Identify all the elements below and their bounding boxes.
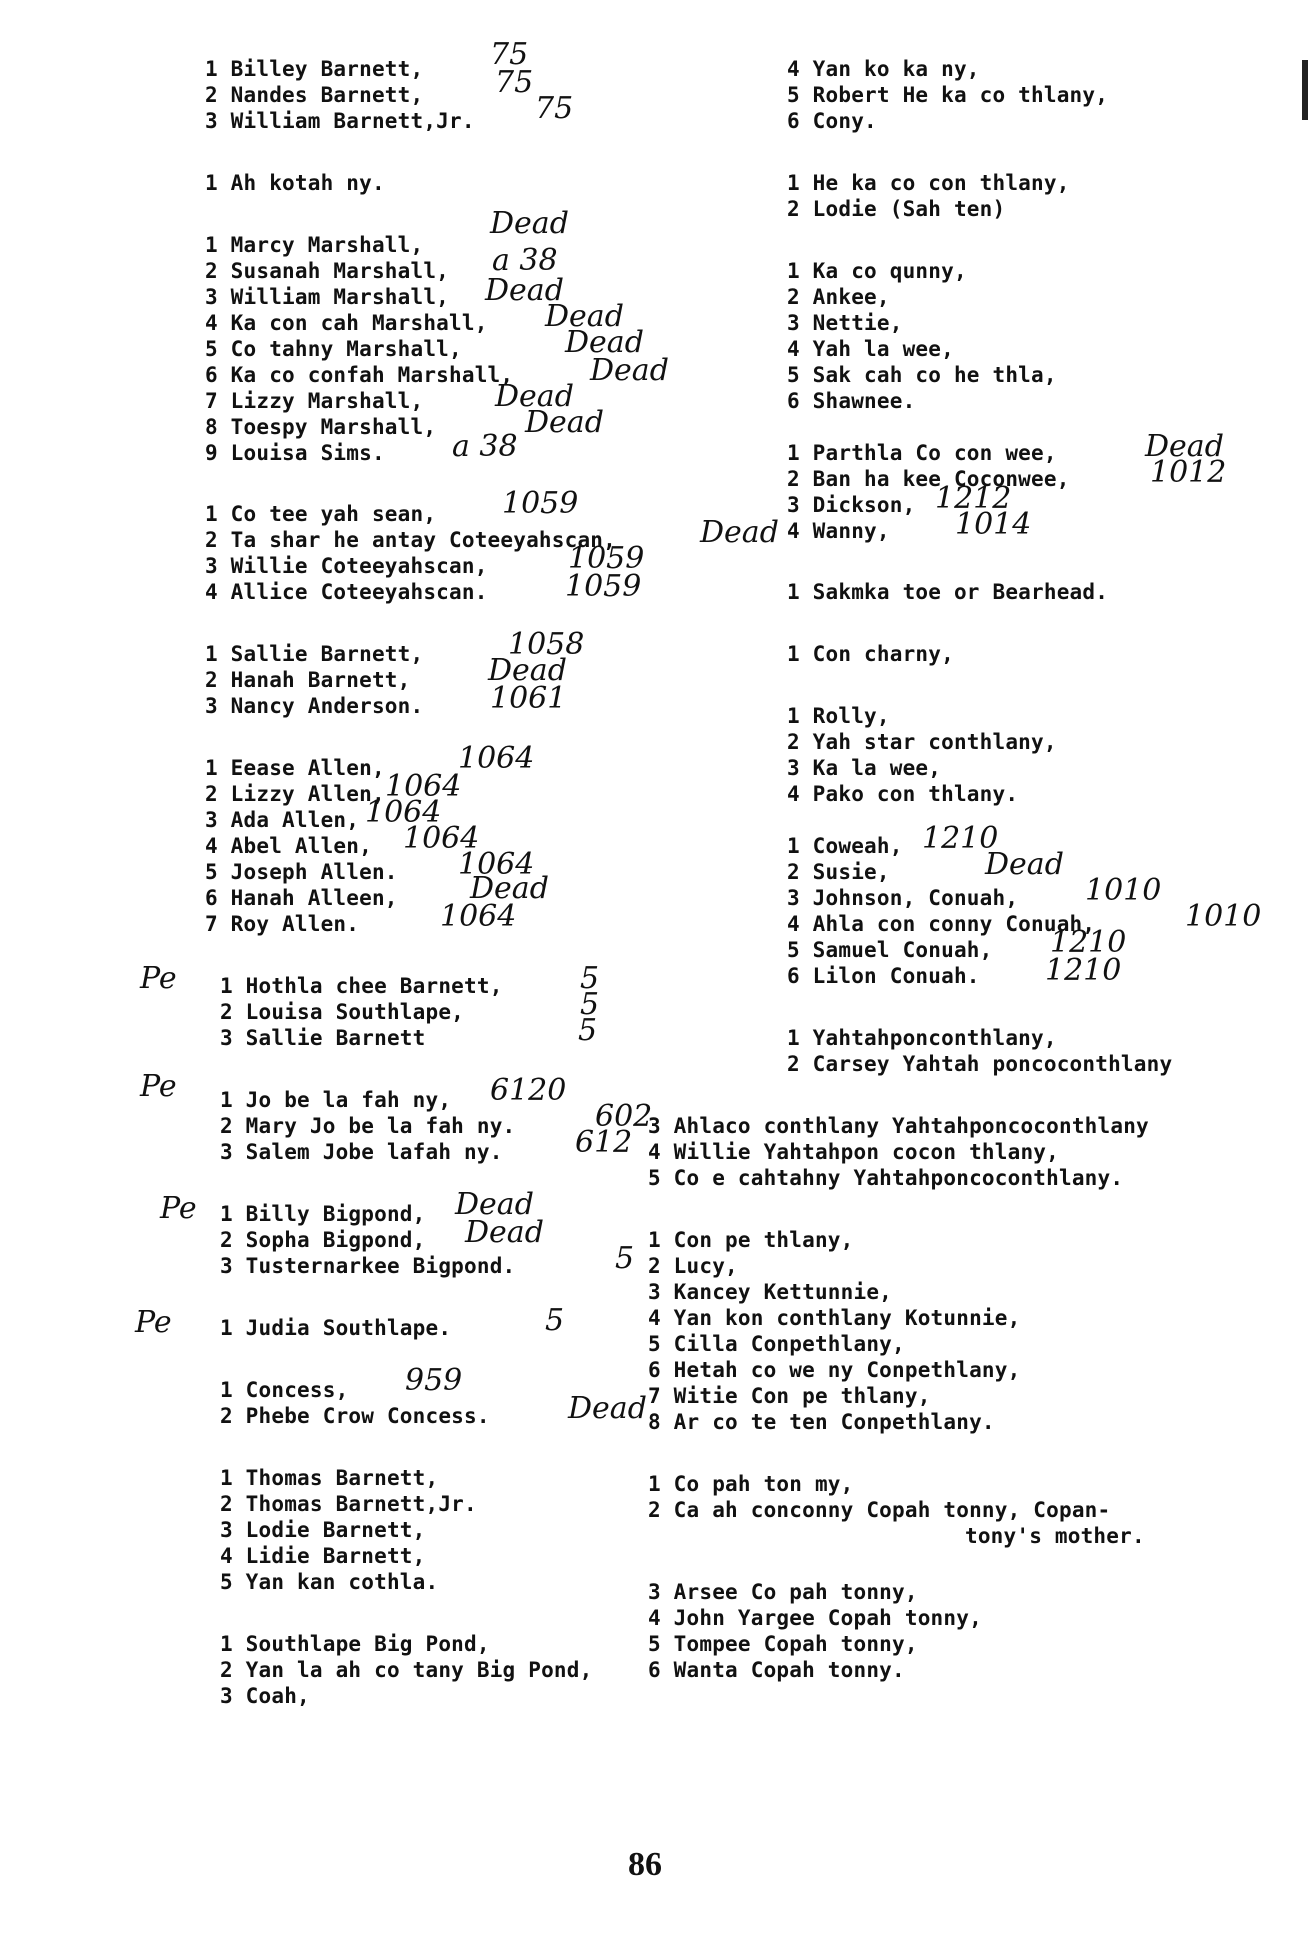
- handwritten-note: 1061: [490, 681, 567, 716]
- left-entry-line: 1 Hothla chee Barnett,: [220, 974, 503, 998]
- left-entry-line: 7 Roy Allen.: [205, 912, 360, 936]
- left-entry-line: 3 Willie Coteeyahscan,: [205, 554, 488, 578]
- left-entry-line: 1 Eease Allen,: [205, 756, 385, 780]
- handwritten-note: Dead: [700, 515, 779, 550]
- right-entry-line: 2 Lucy,: [648, 1254, 738, 1278]
- handwritten-note: 75: [495, 65, 534, 100]
- handwritten-note: 1059: [502, 486, 579, 521]
- right-entry-line: tony's mother.: [965, 1524, 1145, 1548]
- left-entry-line: 2 Louisa Southlape,: [220, 1000, 465, 1024]
- left-entry-line: 6 Ka co confah Marshall,: [205, 363, 514, 387]
- left-entry-line: 8 Toespy Marshall,: [205, 415, 437, 439]
- handwritten-note: Dead: [490, 206, 569, 241]
- handwritten-note: 6120: [490, 1073, 567, 1108]
- right-entry-line: 1 Rolly,: [787, 704, 890, 728]
- left-entry-line: 3 William Barnett,Jr.: [205, 109, 475, 133]
- left-entry-line: 3 Tusternarkee Bigpond.: [220, 1254, 516, 1278]
- handwritten-note: 1059: [568, 541, 645, 576]
- left-entry-line: 2 Thomas Barnett,Jr.: [220, 1492, 477, 1516]
- right-entry-line: 2 Lodie (Sah ten): [787, 197, 1006, 221]
- left-entry-line: 1 Judia Southlape.: [220, 1316, 452, 1340]
- left-entry-line: 4 Lidie Barnett,: [220, 1544, 426, 1568]
- handwritten-note: 5: [580, 987, 600, 1022]
- handwritten-note: 1058: [508, 627, 585, 662]
- left-entry-line: 9 Louisa Sims.: [205, 441, 385, 465]
- left-entry-line: 5 Yan kan cothla.: [220, 1570, 439, 1594]
- left-entry-line: 3 William Marshall,: [205, 285, 450, 309]
- handwritten-note: 1064: [458, 741, 535, 776]
- handwritten-note: Dead: [568, 1391, 647, 1426]
- right-entry-line: 3 Dickson,: [787, 493, 916, 517]
- handwritten-note: Dead: [590, 353, 669, 388]
- left-entry-line: 7 Lizzy Marshall,: [205, 389, 424, 413]
- left-entry-line: 1 Jo be la fah ny,: [220, 1088, 452, 1112]
- right-entry-line: 3 Ka la wee,: [787, 756, 942, 780]
- left-entry-line: 3 Coah,: [220, 1684, 310, 1708]
- left-entry-line: 4 Allice Coteeyahscan.: [205, 580, 488, 604]
- right-entry-line: 5 Sak cah co he thla,: [787, 363, 1057, 387]
- handwritten-note: Dead: [488, 653, 567, 688]
- left-entry-line: 2 Susanah Marshall,: [205, 259, 450, 283]
- handwritten-note: 1010: [1085, 873, 1162, 908]
- left-entry-line: 1 Sallie Barnett,: [205, 642, 424, 666]
- right-entry-line: 1 Sakmka toe or Bearhead.: [787, 580, 1109, 604]
- right-entry-line: 6 Cony.: [787, 109, 877, 133]
- right-entry-line: 4 Willie Yahtahpon cocon thlany,: [648, 1140, 1059, 1164]
- left-entry-line: 1 Southlape Big Pond,: [220, 1632, 490, 1656]
- right-entry-line: 2 Ca ah conconny Copah tonny, Copan-: [648, 1498, 1111, 1522]
- left-entry-line: 2 Lizzy Allen,: [205, 782, 385, 806]
- handwritten-note: Dead: [465, 1215, 544, 1250]
- right-entry-line: 4 Ahla con conny Conuah,: [787, 912, 1096, 936]
- right-entry-line: 1 Con charny,: [787, 642, 954, 666]
- right-entry-line: 3 Kancey Kettunnie,: [648, 1280, 893, 1304]
- right-entry-line: 1 Parthla Co con wee,: [787, 441, 1057, 465]
- left-entry-line: 2 Mary Jo be la fah ny.: [220, 1114, 516, 1138]
- right-entry-line: 2 Susie,: [787, 860, 890, 884]
- handwritten-note: a 38: [452, 429, 518, 464]
- handwritten-note: 5: [545, 1303, 565, 1338]
- right-entry-line: 4 Wanny,: [787, 519, 890, 543]
- right-entry-line: 6 Wanta Copah tonny.: [648, 1658, 905, 1682]
- right-entry-line: 4 Yan kon conthlany Kotunnie,: [648, 1306, 1021, 1330]
- handwritten-note: Pe: [140, 1069, 177, 1104]
- right-entry-line: 8 Ar co te ten Conpethlany.: [648, 1410, 995, 1434]
- handwritten-note: 5: [578, 1013, 598, 1048]
- handwritten-note: Pe: [160, 1191, 197, 1226]
- handwritten-note: Dead: [485, 273, 564, 308]
- handwritten-note: Dead: [455, 1187, 534, 1222]
- handwritten-note: Dead: [1145, 429, 1224, 464]
- handwritten-note: Pe: [140, 961, 177, 996]
- right-entry-line: 1 Co pah ton my,: [648, 1472, 854, 1496]
- right-entry-line: 7 Witie Con pe thlany,: [648, 1384, 931, 1408]
- left-entry-line: 1 Co tee yah sean,: [205, 502, 437, 526]
- left-entry-line: 2 Phebe Crow Concess.: [220, 1404, 490, 1428]
- handwritten-note: Pe: [135, 1305, 172, 1340]
- handwritten-note: 1064: [365, 795, 442, 830]
- handwritten-note: Dead: [470, 871, 549, 906]
- handwritten-note: 1064: [440, 899, 517, 934]
- right-entry-line: 1 Yahtahponconthlany,: [787, 1026, 1057, 1050]
- right-entry-line: 6 Hetah co we ny Conpethlany,: [648, 1358, 1021, 1382]
- handwritten-note: 1064: [385, 769, 462, 804]
- handwritten-note: 1010: [1185, 899, 1262, 934]
- handwritten-note: 5: [580, 961, 600, 996]
- left-entry-line: 5 Joseph Allen.: [205, 860, 398, 884]
- handwritten-note: 612: [575, 1125, 633, 1160]
- right-entry-line: 1 Ka co qunny,: [787, 259, 967, 283]
- handwritten-note: 1210: [1050, 925, 1127, 960]
- left-entry-line: 3 Ada Allen,: [205, 808, 360, 832]
- right-entry-line: 4 Yan ko ka ny,: [787, 57, 980, 81]
- handwritten-note: Dead: [565, 325, 644, 360]
- right-entry-line: 3 Nettie,: [787, 311, 903, 335]
- left-entry-line: 6 Hanah Alleen,: [205, 886, 398, 910]
- right-entry-line: 2 Yah star conthlany,: [787, 730, 1057, 754]
- handwritten-note: 1210: [922, 821, 999, 856]
- handwritten-note: Dead: [525, 405, 604, 440]
- right-entry-line: 5 Cilla Conpethlany,: [648, 1332, 905, 1356]
- right-entry-line: 2 Ban ha kee Coconwee,: [787, 467, 1070, 491]
- handwritten-note: 602: [595, 1099, 653, 1134]
- right-entry-line: 6 Lilon Conuah.: [787, 964, 980, 988]
- right-entry-line: 1 Con pe thlany,: [648, 1228, 854, 1252]
- right-entry-line: 1 Coweah,: [787, 834, 903, 858]
- left-entry-line: 4 Ka con cah Marshall,: [205, 311, 488, 335]
- handwritten-note: Dead: [495, 379, 574, 414]
- right-entry-line: 5 Tompee Copah tonny,: [648, 1632, 918, 1656]
- right-entry-line: 2 Ankee,: [787, 285, 890, 309]
- left-entry-line: 1 Marcy Marshall,: [205, 233, 424, 257]
- right-entry-line: 5 Samuel Conuah,: [787, 938, 993, 962]
- left-entry-line: 4 Abel Allen,: [205, 834, 372, 858]
- handwritten-note: 75: [490, 37, 529, 72]
- handwritten-note: 1064: [458, 847, 535, 882]
- handwritten-note: 1210: [1045, 953, 1122, 988]
- left-entry-line: 1 Thomas Barnett,: [220, 1466, 439, 1490]
- handwritten-note: 1014: [955, 507, 1032, 542]
- handwritten-note: Dead: [545, 299, 624, 334]
- left-entry-line: 2 Hanah Barnett,: [205, 668, 411, 692]
- left-entry-line: 3 Salem Jobe lafah ny.: [220, 1140, 503, 1164]
- right-entry-line: 4 Yah la wee,: [787, 337, 954, 361]
- left-entry-line: 1 Billey Barnett,: [205, 57, 424, 81]
- right-entry-line: 1 He ka co con thlany,: [787, 171, 1070, 195]
- left-entry-line: 2 Ta shar he antay Coteeyahscan,: [205, 528, 616, 552]
- right-entry-line: 3 Johnson, Conuah,: [787, 886, 1019, 910]
- handwritten-note: 5: [615, 1241, 635, 1276]
- left-entry-line: 3 Lodie Barnett,: [220, 1518, 426, 1542]
- right-entry-line: 5 Robert He ka co thlany,: [787, 83, 1109, 107]
- left-entry-line: 3 Sallie Barnett: [220, 1026, 426, 1050]
- page-number: 86: [628, 1846, 662, 1883]
- left-entry-line: 5 Co tahny Marshall,: [205, 337, 462, 361]
- handwritten-note: 1059: [565, 569, 642, 604]
- handwritten-note: 75: [535, 91, 574, 126]
- right-entry-line: 3 Arsee Co pah tonny,: [648, 1580, 918, 1604]
- handwritten-note: Dead: [985, 847, 1064, 882]
- right-entry-line: 4 John Yargee Copah tonny,: [648, 1606, 982, 1630]
- handwritten-note: 1064: [403, 821, 480, 856]
- handwritten-note: 959: [405, 1363, 463, 1398]
- handwritten-note: a 38: [492, 243, 558, 278]
- left-entry-line: 1 Ah kotah ny.: [205, 171, 385, 195]
- handwritten-note: 1012: [1150, 455, 1227, 490]
- right-entry-line: 2 Carsey Yahtah poncoconthlany: [787, 1052, 1173, 1076]
- right-entry-line: 6 Shawnee.: [787, 389, 916, 413]
- right-entry-line: 5 Co e cahtahny Yahtahponcoconthlany.: [648, 1166, 1124, 1190]
- left-entry-line: 2 Sopha Bigpond,: [220, 1228, 426, 1252]
- right-entry-line: 4 Pako con thlany.: [787, 782, 1019, 806]
- left-entry-line: 2 Yan la ah co tany Big Pond,: [220, 1658, 593, 1682]
- left-entry-line: 1 Concess,: [220, 1378, 349, 1402]
- left-entry-line: 3 Nancy Anderson.: [205, 694, 424, 718]
- left-entry-line: 2 Nandes Barnett,: [205, 83, 424, 107]
- right-entry-line: 3 Ahlaco conthlany Yahtahponcoconthlany: [648, 1114, 1149, 1138]
- handwritten-note: 1212: [935, 481, 1012, 516]
- left-entry-line: 1 Billy Bigpond,: [220, 1202, 426, 1226]
